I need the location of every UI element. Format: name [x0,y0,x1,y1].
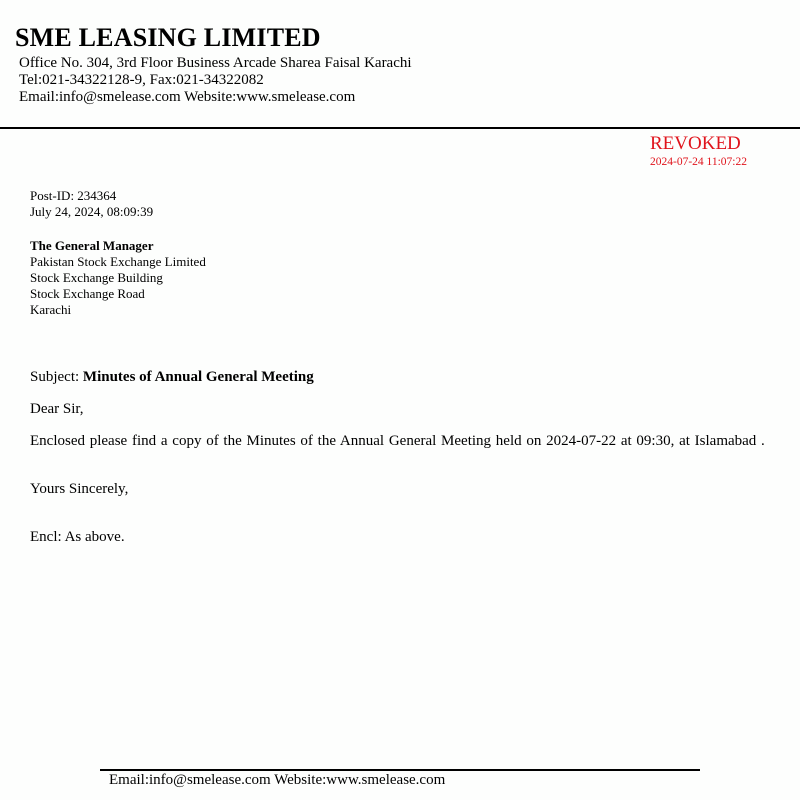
closing: Yours Sincerely, [30,481,129,497]
company-name: SME LEASING LIMITED [15,23,321,52]
recipient-address-line: Stock Exchange Building [30,270,163,285]
recipient-address-line: Stock Exchange Road [30,286,145,301]
enclosure-note: Encl: As above. [30,529,125,545]
salutation: Dear Sir, [30,401,84,417]
post-date: July 24, 2024, 08:09:39 [30,204,154,219]
body-paragraph: Enclosed please find a copy of the Minutes of the Annual General Meeting held on 2024-07-22 at 09:30, at Islamabad . [30,433,765,449]
recipient-address-line: Pakistan Stock Exchange Limited [30,254,206,269]
footer-contact: Email:info@smelease.com Website:www.smelease.com [109,772,446,788]
subject-line [30,368,314,386]
recipient-address-line: Karachi [30,302,72,317]
status-label: REVOKED [650,133,741,154]
recipient-name: The General Manager [30,238,154,253]
subject-text: Minutes of Annual General Meeting [82,369,314,385]
status-timestamp: 2024-07-24 11:07:22 [650,156,747,168]
subject-label: Subject: [30,369,80,385]
post-id: Post-ID: 234364 [30,188,117,203]
company-address: Office No. 304, 3rd Floor Business Arcade Sharea Faisal Karachi [19,55,412,71]
company-phone-fax: Tel:021-34322128-9, Fax:021-34322082 [19,72,264,88]
company-email-website: Email:info@smelease.com Website:www.smelease.com [19,89,356,105]
header-divider [0,127,800,129]
